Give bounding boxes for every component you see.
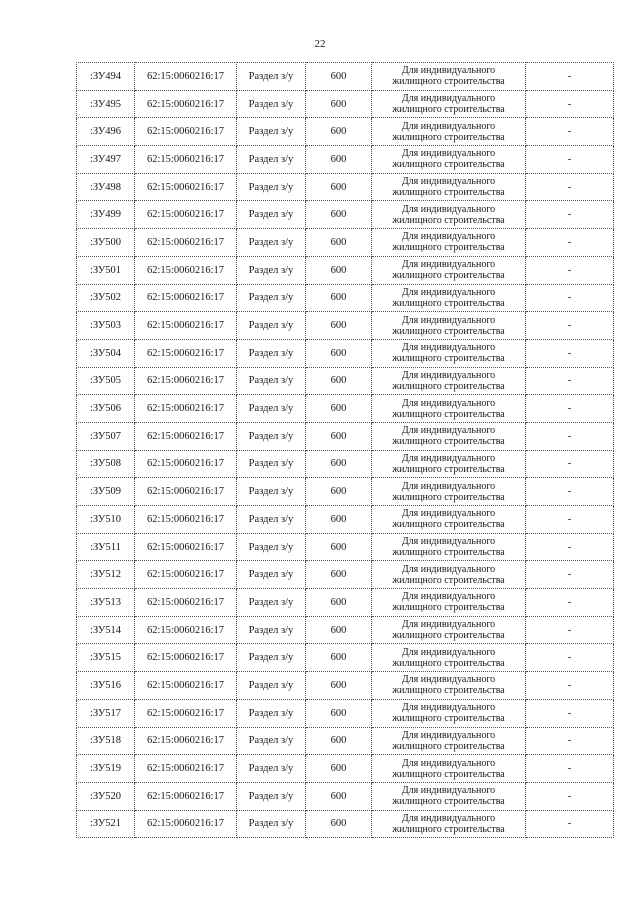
- plot-id-cell: :ЗУ496: [77, 118, 135, 146]
- note-cell: -: [526, 312, 614, 340]
- table-row: [77, 727, 614, 755]
- permitted-use-line-2: жилищного строительства: [392, 463, 505, 475]
- note-cell: -: [526, 284, 614, 312]
- permitted-use-line-1: Для индивидуального: [401, 812, 496, 824]
- permitted-use-cell: [372, 146, 526, 174]
- permitted-use-cell: [372, 616, 526, 644]
- plot-id-cell: :ЗУ505: [77, 367, 135, 395]
- formation-method-cell: Раздел з/у: [237, 672, 306, 700]
- permitted-use-line-1: Для индивидуального: [401, 729, 496, 741]
- table-row: [77, 589, 614, 617]
- permitted-use-cell: [372, 422, 526, 450]
- cadastral-number-cell: 62:15:0060216:17: [135, 146, 237, 174]
- permitted-use-cell: [372, 90, 526, 118]
- table-row: [77, 63, 614, 91]
- note-cell: -: [526, 616, 614, 644]
- permitted-use-line-2: жилищного строительства: [392, 408, 505, 420]
- permitted-use-line-2: жилищного строительства: [392, 491, 505, 503]
- permitted-use-line-1: Для индивидуального: [401, 65, 496, 77]
- cadastral-number-cell: 62:15:0060216:17: [135, 644, 237, 672]
- formation-method-cell: Раздел з/у: [237, 395, 306, 423]
- permitted-use-line-2: жилищного строительства: [392, 630, 505, 642]
- area-cell: 600: [306, 173, 372, 201]
- note-cell: -: [526, 256, 614, 284]
- permitted-use-cell: [372, 339, 526, 367]
- area-cell: 600: [306, 699, 372, 727]
- permitted-use-cell: [372, 782, 526, 810]
- permitted-use-cell: [372, 201, 526, 229]
- permitted-use-line-2: жилищного строительства: [392, 436, 505, 448]
- area-cell: 600: [306, 339, 372, 367]
- formation-method-cell: Раздел з/у: [237, 256, 306, 284]
- note-cell: -: [526, 63, 614, 91]
- area-cell: 600: [306, 90, 372, 118]
- area-cell: 600: [306, 118, 372, 146]
- cadastral-number-cell: 62:15:0060216:17: [135, 339, 237, 367]
- formation-method-cell: Раздел з/у: [237, 755, 306, 783]
- permitted-use-line-2: жилищного строительства: [392, 823, 505, 835]
- cadastral-number-cell: 62:15:0060216:17: [135, 90, 237, 118]
- permitted-use-line-2: жилищного строительства: [392, 380, 505, 392]
- plot-id-cell: :ЗУ516: [77, 672, 135, 700]
- permitted-use-line-1: Для индивидуального: [401, 702, 496, 714]
- formation-method-cell: Раздел з/у: [237, 422, 306, 450]
- table-row: [77, 533, 614, 561]
- permitted-use-line-2: жилищного строительства: [392, 353, 505, 365]
- table-row: [77, 339, 614, 367]
- note-cell: -: [526, 561, 614, 589]
- permitted-use-cell: [372, 118, 526, 146]
- plot-id-cell: :ЗУ512: [77, 561, 135, 589]
- permitted-use-cell: [372, 727, 526, 755]
- formation-method-cell: Раздел з/у: [237, 63, 306, 91]
- permitted-use-cell: [372, 256, 526, 284]
- cadastral-number-cell: 62:15:0060216:17: [135, 173, 237, 201]
- area-cell: 600: [306, 506, 372, 534]
- permitted-use-cell: [372, 561, 526, 589]
- cadastral-number-cell: 62:15:0060216:17: [135, 229, 237, 257]
- cadastral-number-cell: 62:15:0060216:17: [135, 699, 237, 727]
- note-cell: -: [526, 229, 614, 257]
- permitted-use-line-1: Для индивидуального: [401, 369, 496, 381]
- permitted-use-line-2: жилищного строительства: [392, 740, 505, 752]
- permitted-use-line-2: жилищного строительства: [392, 159, 505, 171]
- note-cell: -: [526, 782, 614, 810]
- note-cell: -: [526, 422, 614, 450]
- area-cell: 600: [306, 644, 372, 672]
- cadastral-number-cell: 62:15:0060216:17: [135, 727, 237, 755]
- cadastral-number-cell: 62:15:0060216:17: [135, 561, 237, 589]
- permitted-use-line-2: жилищного строительства: [392, 685, 505, 697]
- permitted-use-line-2: жилищного строительства: [392, 325, 505, 337]
- permitted-use-cell: [372, 450, 526, 478]
- table-row: [77, 146, 614, 174]
- table-body: [77, 63, 614, 838]
- plot-id-cell: :ЗУ510: [77, 506, 135, 534]
- plot-id-cell: :ЗУ513: [77, 589, 135, 617]
- table-row: [77, 506, 614, 534]
- formation-method-cell: Раздел з/у: [237, 229, 306, 257]
- formation-method-cell: Раздел з/у: [237, 810, 306, 838]
- permitted-use-line-1: Для индивидуального: [401, 203, 496, 215]
- note-cell: -: [526, 201, 614, 229]
- plot-id-cell: :ЗУ507: [77, 422, 135, 450]
- formation-method-cell: Раздел з/у: [237, 339, 306, 367]
- note-cell: -: [526, 589, 614, 617]
- table-row: [77, 422, 614, 450]
- note-cell: -: [526, 644, 614, 672]
- note-cell: -: [526, 810, 614, 838]
- note-cell: -: [526, 506, 614, 534]
- permitted-use-cell: [372, 810, 526, 838]
- note-cell: -: [526, 339, 614, 367]
- note-cell: -: [526, 395, 614, 423]
- permitted-use-line-1: Для индивидуального: [401, 286, 496, 298]
- area-cell: 600: [306, 284, 372, 312]
- permitted-use-line-1: Для индивидуального: [401, 536, 496, 548]
- area-cell: 600: [306, 312, 372, 340]
- plot-id-cell: :ЗУ494: [77, 63, 135, 91]
- formation-method-cell: Раздел з/у: [237, 146, 306, 174]
- cadastral-number-cell: 62:15:0060216:17: [135, 201, 237, 229]
- permitted-use-cell: [372, 367, 526, 395]
- formation-method-cell: Раздел з/у: [237, 589, 306, 617]
- permitted-use-line-1: Для индивидуального: [401, 674, 496, 686]
- permitted-use-cell: [372, 173, 526, 201]
- area-cell: 600: [306, 561, 372, 589]
- permitted-use-cell: [372, 478, 526, 506]
- cadastral-number-cell: 62:15:0060216:17: [135, 589, 237, 617]
- permitted-use-line-2: жилищного строительства: [392, 574, 505, 586]
- permitted-use-line-2: жилищного строительства: [392, 519, 505, 531]
- table-row: [77, 644, 614, 672]
- area-cell: 600: [306, 146, 372, 174]
- permitted-use-line-2: жилищного строительства: [392, 713, 505, 725]
- area-cell: 600: [306, 478, 372, 506]
- permitted-use-line-1: Для индивидуального: [401, 646, 496, 658]
- formation-method-cell: Раздел з/у: [237, 201, 306, 229]
- note-cell: -: [526, 367, 614, 395]
- plot-id-cell: :ЗУ497: [77, 146, 135, 174]
- plot-id-cell: :ЗУ508: [77, 450, 135, 478]
- note-cell: -: [526, 755, 614, 783]
- formation-method-cell: Раздел з/у: [237, 478, 306, 506]
- table-row: [77, 561, 614, 589]
- table-row: [77, 256, 614, 284]
- permitted-use-line-1: Для индивидуального: [401, 757, 496, 769]
- table-row: [77, 450, 614, 478]
- table-row: [77, 395, 614, 423]
- permitted-use-line-1: Для индивидуального: [401, 480, 496, 492]
- plot-id-cell: :ЗУ515: [77, 644, 135, 672]
- plot-id-cell: :ЗУ495: [77, 90, 135, 118]
- formation-method-cell: Раздел з/у: [237, 450, 306, 478]
- table-row: [77, 118, 614, 146]
- formation-method-cell: Раздел з/у: [237, 506, 306, 534]
- area-cell: 600: [306, 395, 372, 423]
- note-cell: -: [526, 727, 614, 755]
- permitted-use-line-1: Для индивидуального: [401, 785, 496, 797]
- table-row: [77, 755, 614, 783]
- area-cell: 600: [306, 201, 372, 229]
- permitted-use-line-1: Для индивидуального: [401, 148, 496, 160]
- formation-method-cell: Раздел з/у: [237, 312, 306, 340]
- area-cell: 600: [306, 533, 372, 561]
- plot-id-cell: :ЗУ518: [77, 727, 135, 755]
- area-cell: 600: [306, 367, 372, 395]
- permitted-use-line-2: жилищного строительства: [392, 187, 505, 199]
- plot-id-cell: :ЗУ514: [77, 616, 135, 644]
- permitted-use-line-1: Для индивидуального: [401, 231, 496, 243]
- permitted-use-cell: [372, 63, 526, 91]
- table-row: [77, 810, 614, 838]
- plot-id-cell: :ЗУ501: [77, 256, 135, 284]
- formation-method-cell: Раздел з/у: [237, 533, 306, 561]
- page-number: 22: [314, 38, 326, 50]
- table-row: [77, 478, 614, 506]
- permitted-use-line-2: жилищного строительства: [392, 270, 505, 282]
- permitted-use-cell: [372, 589, 526, 617]
- note-cell: -: [526, 118, 614, 146]
- permitted-use-cell: [372, 312, 526, 340]
- formation-method-cell: Раздел з/у: [237, 118, 306, 146]
- area-cell: 600: [306, 782, 372, 810]
- cadastral-number-cell: 62:15:0060216:17: [135, 506, 237, 534]
- permitted-use-line-2: жилищного строительства: [392, 547, 505, 559]
- permitted-use-line-1: Для индивидуального: [401, 176, 496, 188]
- area-cell: 600: [306, 229, 372, 257]
- permitted-use-cell: [372, 672, 526, 700]
- plot-id-cell: :ЗУ504: [77, 339, 135, 367]
- permitted-use-line-2: жилищного строительства: [392, 297, 505, 309]
- note-cell: -: [526, 173, 614, 201]
- permitted-use-cell: [372, 755, 526, 783]
- plot-id-cell: :ЗУ498: [77, 173, 135, 201]
- table-row: [77, 699, 614, 727]
- plot-id-cell: :ЗУ519: [77, 755, 135, 783]
- permitted-use-line-1: Для индивидуального: [401, 591, 496, 603]
- formation-method-cell: Раздел з/у: [237, 173, 306, 201]
- permitted-use-line-1: Для индивидуального: [401, 93, 496, 105]
- permitted-use-line-1: Для индивидуального: [401, 508, 496, 520]
- table-row: [77, 616, 614, 644]
- cadastral-number-cell: 62:15:0060216:17: [135, 810, 237, 838]
- permitted-use-line-2: жилищного строительства: [392, 214, 505, 226]
- note-cell: -: [526, 699, 614, 727]
- cadastral-number-cell: 62:15:0060216:17: [135, 672, 237, 700]
- formation-method-cell: Раздел з/у: [237, 284, 306, 312]
- permitted-use-line-1: Для индивидуального: [401, 619, 496, 631]
- table-row: [77, 229, 614, 257]
- permitted-use-cell: [372, 533, 526, 561]
- area-cell: 600: [306, 63, 372, 91]
- area-cell: 600: [306, 810, 372, 838]
- cadastral-number-cell: 62:15:0060216:17: [135, 533, 237, 561]
- permitted-use-line-1: Для индивидуального: [401, 314, 496, 326]
- permitted-use-cell: [372, 395, 526, 423]
- formation-method-cell: Раздел з/у: [237, 616, 306, 644]
- table-row: [77, 367, 614, 395]
- formation-method-cell: Раздел з/у: [237, 782, 306, 810]
- plot-id-cell: :ЗУ511: [77, 533, 135, 561]
- permitted-use-line-2: жилищного строительства: [392, 242, 505, 254]
- permitted-use-line-1: Для индивидуального: [401, 563, 496, 575]
- formation-method-cell: Раздел з/у: [237, 727, 306, 755]
- area-cell: 600: [306, 589, 372, 617]
- permitted-use-line-1: Для индивидуального: [401, 342, 496, 354]
- permitted-use-line-2: жилищного строительства: [392, 76, 505, 88]
- cadastral-number-cell: 62:15:0060216:17: [135, 284, 237, 312]
- formation-method-cell: Раздел з/у: [237, 367, 306, 395]
- plot-id-cell: :ЗУ520: [77, 782, 135, 810]
- permitted-use-line-2: жилищного строительства: [392, 768, 505, 780]
- formation-method-cell: Раздел з/у: [237, 90, 306, 118]
- cadastral-number-cell: 62:15:0060216:17: [135, 118, 237, 146]
- area-cell: 600: [306, 616, 372, 644]
- area-cell: 600: [306, 422, 372, 450]
- permitted-use-cell: [372, 506, 526, 534]
- cadastral-number-cell: 62:15:0060216:17: [135, 616, 237, 644]
- cadastral-number-cell: 62:15:0060216:17: [135, 395, 237, 423]
- permitted-use-line-2: жилищного строительства: [392, 104, 505, 116]
- plot-id-cell: :ЗУ503: [77, 312, 135, 340]
- cadastral-number-cell: 62:15:0060216:17: [135, 782, 237, 810]
- permitted-use-line-2: жилищного строительства: [392, 657, 505, 669]
- area-cell: 600: [306, 755, 372, 783]
- permitted-use-line-1: Для индивидуального: [401, 397, 496, 409]
- note-cell: -: [526, 672, 614, 700]
- permitted-use-line-1: Для индивидуального: [401, 425, 496, 437]
- cadastral-number-cell: 62:15:0060216:17: [135, 312, 237, 340]
- cadastral-number-cell: 62:15:0060216:17: [135, 478, 237, 506]
- cadastral-number-cell: 62:15:0060216:17: [135, 422, 237, 450]
- area-cell: 600: [306, 450, 372, 478]
- permitted-use-cell: [372, 644, 526, 672]
- formation-method-cell: Раздел з/у: [237, 644, 306, 672]
- area-cell: 600: [306, 672, 372, 700]
- plot-id-cell: :ЗУ502: [77, 284, 135, 312]
- table-row: [77, 672, 614, 700]
- formation-method-cell: Раздел з/у: [237, 699, 306, 727]
- table-row: [77, 173, 614, 201]
- plot-id-cell: :ЗУ500: [77, 229, 135, 257]
- permitted-use-line-1: Для индивидуального: [401, 120, 496, 132]
- area-cell: 600: [306, 256, 372, 284]
- cadastral-number-cell: 62:15:0060216:17: [135, 256, 237, 284]
- note-cell: -: [526, 90, 614, 118]
- cadastral-number-cell: 62:15:0060216:17: [135, 63, 237, 91]
- permitted-use-line-1: Для индивидуального: [401, 452, 496, 464]
- note-cell: -: [526, 146, 614, 174]
- plot-id-cell: :ЗУ521: [77, 810, 135, 838]
- table-row: [77, 90, 614, 118]
- plot-id-cell: :ЗУ517: [77, 699, 135, 727]
- cadastral-number-cell: 62:15:0060216:17: [135, 755, 237, 783]
- cadastral-number-cell: 62:15:0060216:17: [135, 367, 237, 395]
- note-cell: -: [526, 450, 614, 478]
- land-plot-table: [76, 62, 614, 838]
- permitted-use-cell: [372, 284, 526, 312]
- permitted-use-line-2: жилищного строительства: [392, 131, 505, 143]
- plot-id-cell: :ЗУ506: [77, 395, 135, 423]
- area-cell: 600: [306, 727, 372, 755]
- cadastral-number-cell: 62:15:0060216:17: [135, 450, 237, 478]
- formation-method-cell: Раздел з/у: [237, 561, 306, 589]
- table-row: [77, 201, 614, 229]
- note-cell: -: [526, 478, 614, 506]
- plot-id-cell: :ЗУ509: [77, 478, 135, 506]
- note-cell: -: [526, 533, 614, 561]
- permitted-use-cell: [372, 229, 526, 257]
- permitted-use-line-1: Для индивидуального: [401, 259, 496, 271]
- plot-id-cell: :ЗУ499: [77, 201, 135, 229]
- table-row: [77, 782, 614, 810]
- table-row: [77, 312, 614, 340]
- table-row: [77, 284, 614, 312]
- permitted-use-line-2: жилищного строительства: [392, 602, 505, 614]
- permitted-use-cell: [372, 699, 526, 727]
- permitted-use-line-2: жилищного строительства: [392, 796, 505, 808]
